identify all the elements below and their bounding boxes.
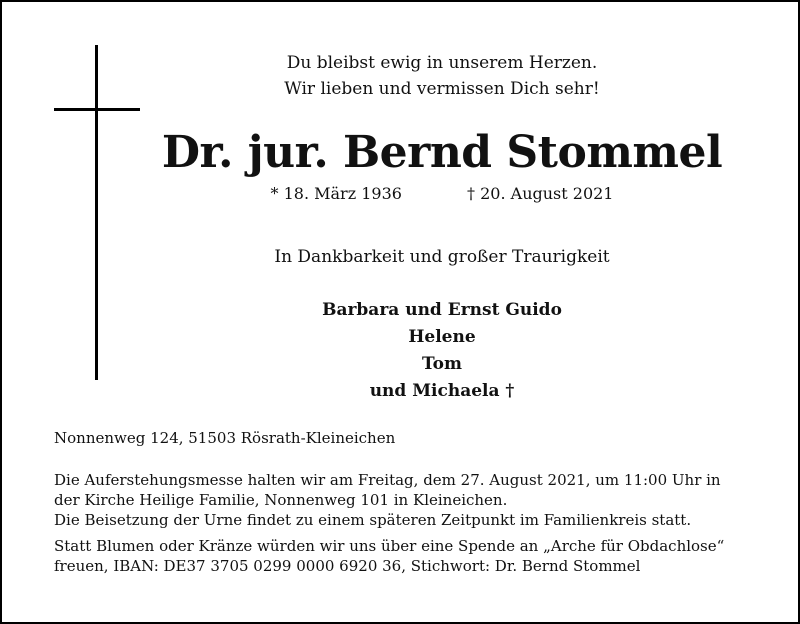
death-date: † 20. August 2021: [467, 184, 614, 203]
quote-line: Wir lieben und vermissen Dich sehr!: [284, 79, 600, 99]
service-info: [54, 470, 754, 530]
mourner-name: Tom: [421, 354, 463, 374]
donation-line: freuen, IBAN: DE37 3705 0299 0000 6920 36, Stichwort: Dr. Bernd Stommel: [54, 557, 641, 575]
mourner-name: und Michaela †: [369, 381, 515, 401]
mourner-name: Helene: [408, 327, 476, 347]
birth-date: * 18. März 1936: [270, 184, 402, 203]
quote-line: Du bleibst ewig in unserem Herzen.: [286, 53, 598, 73]
cross-icon-bar: [54, 108, 140, 111]
deceased-name: Dr. jur. Bernd Stommel: [161, 127, 723, 178]
grief-line: In Dankbarkeit und großer Traurigkeit: [274, 247, 610, 267]
donation-line: Statt Blumen oder Kränze würden wir uns über eine Spende an „Arche für Obdachlose“: [54, 537, 725, 555]
family-address: [54, 428, 754, 448]
donation-info: [54, 536, 754, 576]
memorial-quote: [150, 50, 734, 102]
service-line: Die Beisetzung der Urne findet zu einem späteren Zeitpunkt im Familienkreis statt.: [54, 511, 692, 529]
address-line: Nonnenweg 124, 51503 Rösrath-Kleineichen: [54, 429, 396, 447]
mourner-name: Barbara und Ernst Guido: [322, 300, 562, 320]
service-line: der Kirche Heilige Familie, Nonnenweg 101 in Kleineichen.: [54, 491, 508, 509]
cross-icon: [95, 45, 98, 380]
service-line: Die Auferstehungsmesse halten wir am Freitag, dem 27. August 2021, um 11:00 Uhr in: [54, 471, 721, 489]
life-dates: [150, 183, 734, 205]
mourners-list: [150, 297, 734, 405]
